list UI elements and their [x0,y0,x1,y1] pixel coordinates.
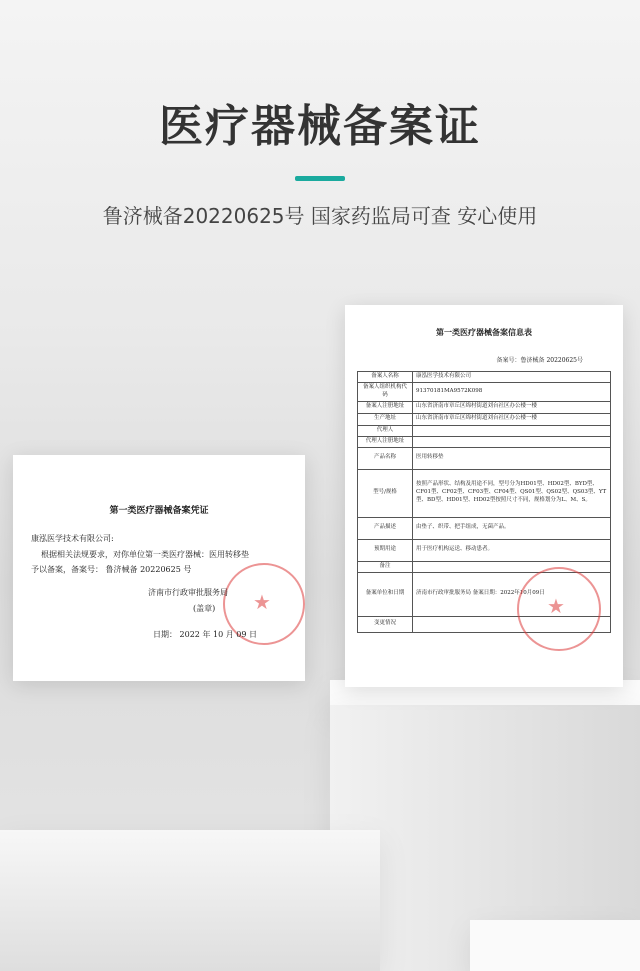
row-value [413,425,611,436]
table-row [358,401,611,413]
row-label: 产品名称 [358,447,413,469]
pedestal-left [0,830,380,971]
row-value: 医用转移垫 [413,447,611,469]
row-label: 生产地址 [358,413,413,425]
row-value: 91370181MA9572K098 [413,382,611,401]
row-label: 产品描述 [358,517,413,539]
certificate-title: 第一类医疗器械备案凭证 [109,506,209,516]
official-seal-icon: ★ [517,567,601,651]
row-value: 济南市行政审批服务局 备案日期：2022年10月09日 [413,572,611,616]
row-label: 变更情况 [358,616,413,632]
row-label: 备案单位和日期 [358,572,413,616]
row-label: 备案人名称 [358,372,413,383]
row-label: 代理人注册地址 [358,436,413,447]
table-row [358,425,611,436]
certificate-text-1: 根据相关法规要求，对你单位第一类医疗器械：医用转移垫 [41,550,249,559]
table-row [358,517,611,539]
certificate-issuer: 济南市行政审批服务局 [148,588,228,597]
table-row [358,447,611,469]
row-label: 代理人 [358,425,413,436]
certificate-seal-note: (盖章) [193,604,216,613]
table-row [358,382,611,401]
row-label: 预期用途 [358,539,413,561]
table-row [358,539,611,561]
row-value [413,436,611,447]
filing-info-form [345,305,623,687]
table-row [358,413,611,425]
page-title: 医疗器械备案证 [159,101,481,152]
table-row [358,436,611,447]
filing-certificate [13,455,305,681]
row-value: 由垫子、织带、把手组成，无菌产品。 [413,517,611,539]
row-value [413,561,611,572]
row-value: 山东省济南市章丘区绵村街道刘台社区办公楼一楼 [413,401,611,413]
row-label: 备注 [358,561,413,572]
certificate-company: 康泓医学技术有限公司: [31,534,114,543]
row-value: 按照产品形状、结构及用途不同，型号分为HD01型、HD02型、BYD型、CF01型、CF02型、CF03型、CF04型、QS01型、QS02型、QS03型、YT型、BD型、HD01型、HD02型按照尺寸不同，规格划分为L、M、S。 [413,469,611,517]
official-seal-icon: ★ [223,563,305,645]
table-row [358,372,611,383]
row-label: 备案人注册地址 [358,401,413,413]
form-filing-number: 备案号：鲁济械备 20220625号 [496,357,583,364]
form-title: 第一类医疗器械备案信息表 [436,327,532,337]
row-value: 康泓医学技术有限公司 [413,372,611,383]
certificate-date: 日期： 2022 年 10 月 09 日 [153,630,257,639]
page-subtitle: 鲁济械备20220625号 国家药监局可查 安心使用 [102,204,538,228]
row-value: 山东省济南市章丘区绵村街道刘台社区办公楼一楼 [413,413,611,425]
table-row [358,469,611,517]
row-value: 用于医疗机构运送、移动患者。 [413,539,611,561]
title-accent-bar [295,176,345,181]
pedestal-block [470,920,640,971]
row-label: 型号/规格 [358,469,413,517]
row-label: 备案人组织机构代码 [358,382,413,401]
certificate-text-2: 予以备案，备案号： 鲁济械备 20220625 号 [31,565,192,574]
